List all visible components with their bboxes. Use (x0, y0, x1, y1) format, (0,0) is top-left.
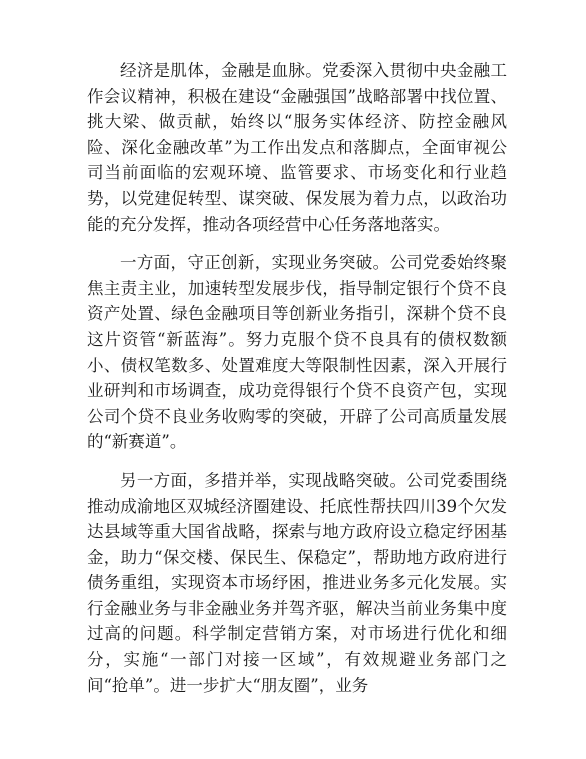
paragraph-business-breakthrough: 一方面，守正创新，实现业务突破。公司党委始终聚焦主责主业，加速转型发展步伐，指导制定银行个贷不良资产处置、绿色金融项目等创新业务指引，深耕个贷不良这片资管“新蓝海”。努力克服个贷不良具有的债权数额小、债权笔数多、处置难度大等限制性因素，深入开展行业研判和市场调查，成功竞得银行个贷不良资产包，实现公司个贷不良业务收购零的突破，开辟了公司高质量发展的“新赛道”。 (87, 253, 507, 452)
paragraph-strategic-breakthrough: 另一方面，多措并举，实现战略突破。公司党委围绕推动成渝地区双城经济圈建设、托底性帮扶四川39个欠发达县域等重大国省战略，探索与地方政府设立稳定纾困基金，助力“保交楼、保民生、保稳定”，帮助地方政府进行债务重组，实现资本市场纾困，推进业务多元化发展。实行金融业务与非金融业务并驾齐驱，解决当前业务集中度过高的问题。科学制定营销方案，对市场进行优化和细分，实施“一部门对接一区域”，有效规避业务部门之间“抢单”。进一步扩大“朋友圈”，业务 (87, 470, 507, 695)
document-body (87, 58, 507, 698)
paragraph-intro: 经济是肌体，金融是血脉。党委深入贯彻中央金融工作会议精神，积极在建设“金融强国”战略部署中找位置、挑大梁、做贡献，始终以“服务实体经济、防控金融风险、深化金融改革”为工作出发点和落脚点，全面审视公司当前面临的宏观环境、监管要求、市场变化和行业趋势，以党建促转型、谋突破、保发展为着力点，以政治功能的充分发挥，推动各项经营中心任务落地落实。 (87, 61, 507, 234)
